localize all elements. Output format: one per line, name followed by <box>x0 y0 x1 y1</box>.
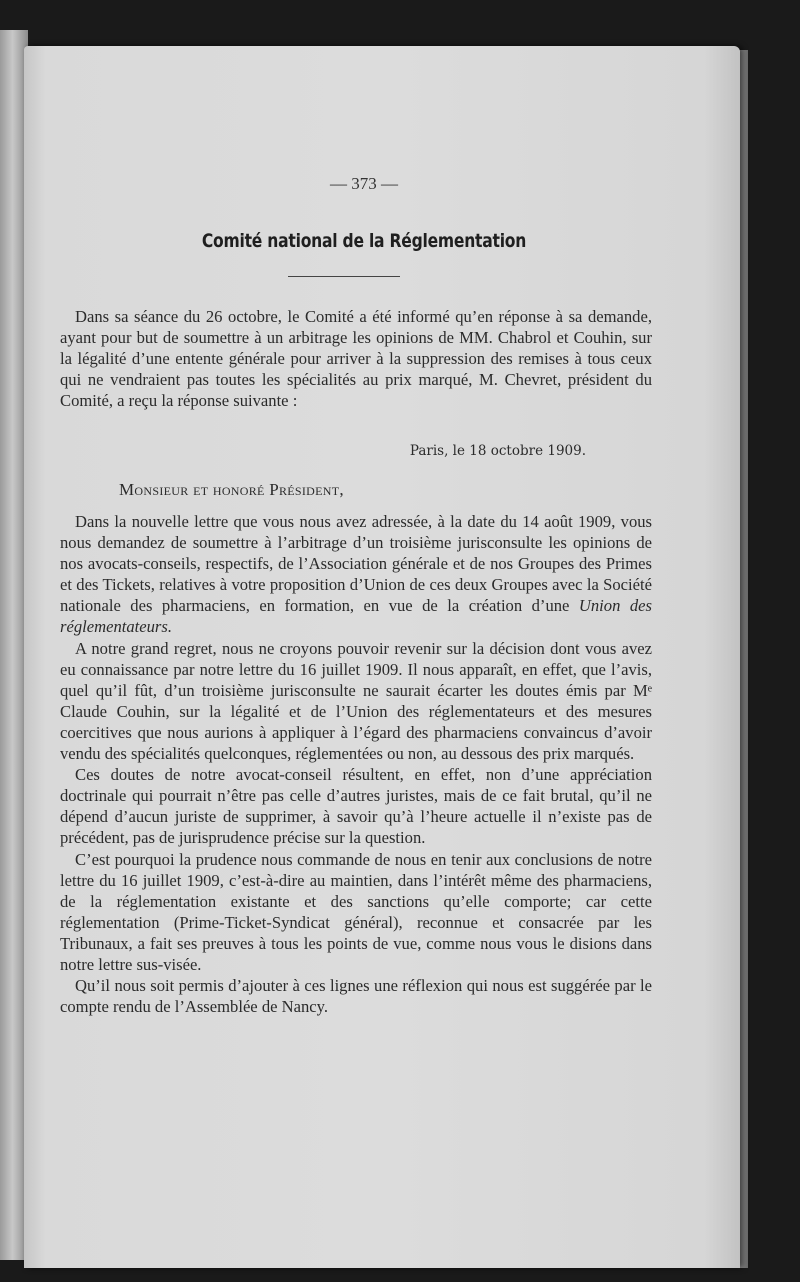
letter-paragraph-2: A notre grand regret, nous ne croyons pouvoir revenir sur la décision dont vous avez eu connaissance par notre lettre du 16 juillet 1909. Il nous apparaît, en effet, que l’avis, quel qu’il fût, d’un troisième jurisconsulte ne saurait écarter les doutes émis par Mᵉ Claude Couhin, sur la légalité et de l’Union des réglementateurs et des mesures coercitives que nous aurions à appliquer à l’égard des pharmaciens convaincus d’avoir vendu des spécialités quelconques, réglementées ou non, au dessous des prix marqués. <box>60 638 652 764</box>
letter-paragraph-4: C’est pourquoi la prudence nous commande de nous en tenir aux conclusions de notre lettre du 16 juillet 1909, c’est-à-dire au maintien, dans l’intérêt même des pharmaciens, de la réglementation existante et des sanctions qu’elle comporte; car cette réglementation (Prime-Ticket-Syndicat général), reconnue et consacrée par les Tribunaux, a fait ses preuves à tous les points de vue, comme nous vous le disions dans notre lettre sus-visée. <box>60 849 652 974</box>
page-number: — 373 — <box>330 174 398 193</box>
title-divider <box>288 276 400 277</box>
letter-paragraph-5: Qu’il nous soit permis d’ajouter à ces lignes une réflexion qui nous est suggérée par le compte rendu de l’Assemblée de Nancy. <box>60 976 652 1017</box>
union-name-italic: Union des réglementateurs. <box>60 596 652 637</box>
letter-paragraph-1 <box>60 511 652 638</box>
intro-text: Dans sa séance du 26 octobre, le Comité a été informé qu’en réponse à sa demande, ayant pour but de soumettre à un arbitrage les opinions de MM. Chabrol et Couhin, sur la légalité d’une entente générale pour arriver à la suppression des remises à tous ceux qui ne vendraient pas toutes les spécialités au prix marqué, M. Chevret, président du Comité, a reçu la réponse suivante : <box>60 307 652 411</box>
letter-paragraph-3: Ces doutes de notre avocat-conseil résultent, en effet, non d’une appréciation doctrinale qui pourrait n’être pas celle d’autres juristes, mais de ce fait brutal, qu’il ne dépend d’aucun juriste de supprimer, à savoir qu’à l’heure actuelle il n’existe pas de précédent, pas de jurisprudence précise sur la question. <box>60 765 652 848</box>
letter-body <box>60 511 652 1017</box>
letter-dateline: Paris, le 18 octobre 1909. <box>409 443 586 459</box>
intro-paragraph <box>60 306 652 411</box>
section-title: Comité national de la Réglementation <box>201 230 527 252</box>
letter-salutation: Monsieur et honoré Président, <box>119 480 344 499</box>
book-page <box>24 46 740 1268</box>
letter-paragraph-1-text: Dans la nouvelle lettre que vous nous avez adressée, à la date du 14 août 1909, vous nous demandez de soumettre à l’arbitrage d’un troisième jurisconsulte les opinions de nos avocats-conseils, respectifs, de l’Association générale et de nos Groupes des Primes et des Tickets, relatives à votre proposition d’Union de ces deux Groupes avec la Société nationale des pharmaciens, en formation, en vue de la création d’une <box>60 512 652 616</box>
